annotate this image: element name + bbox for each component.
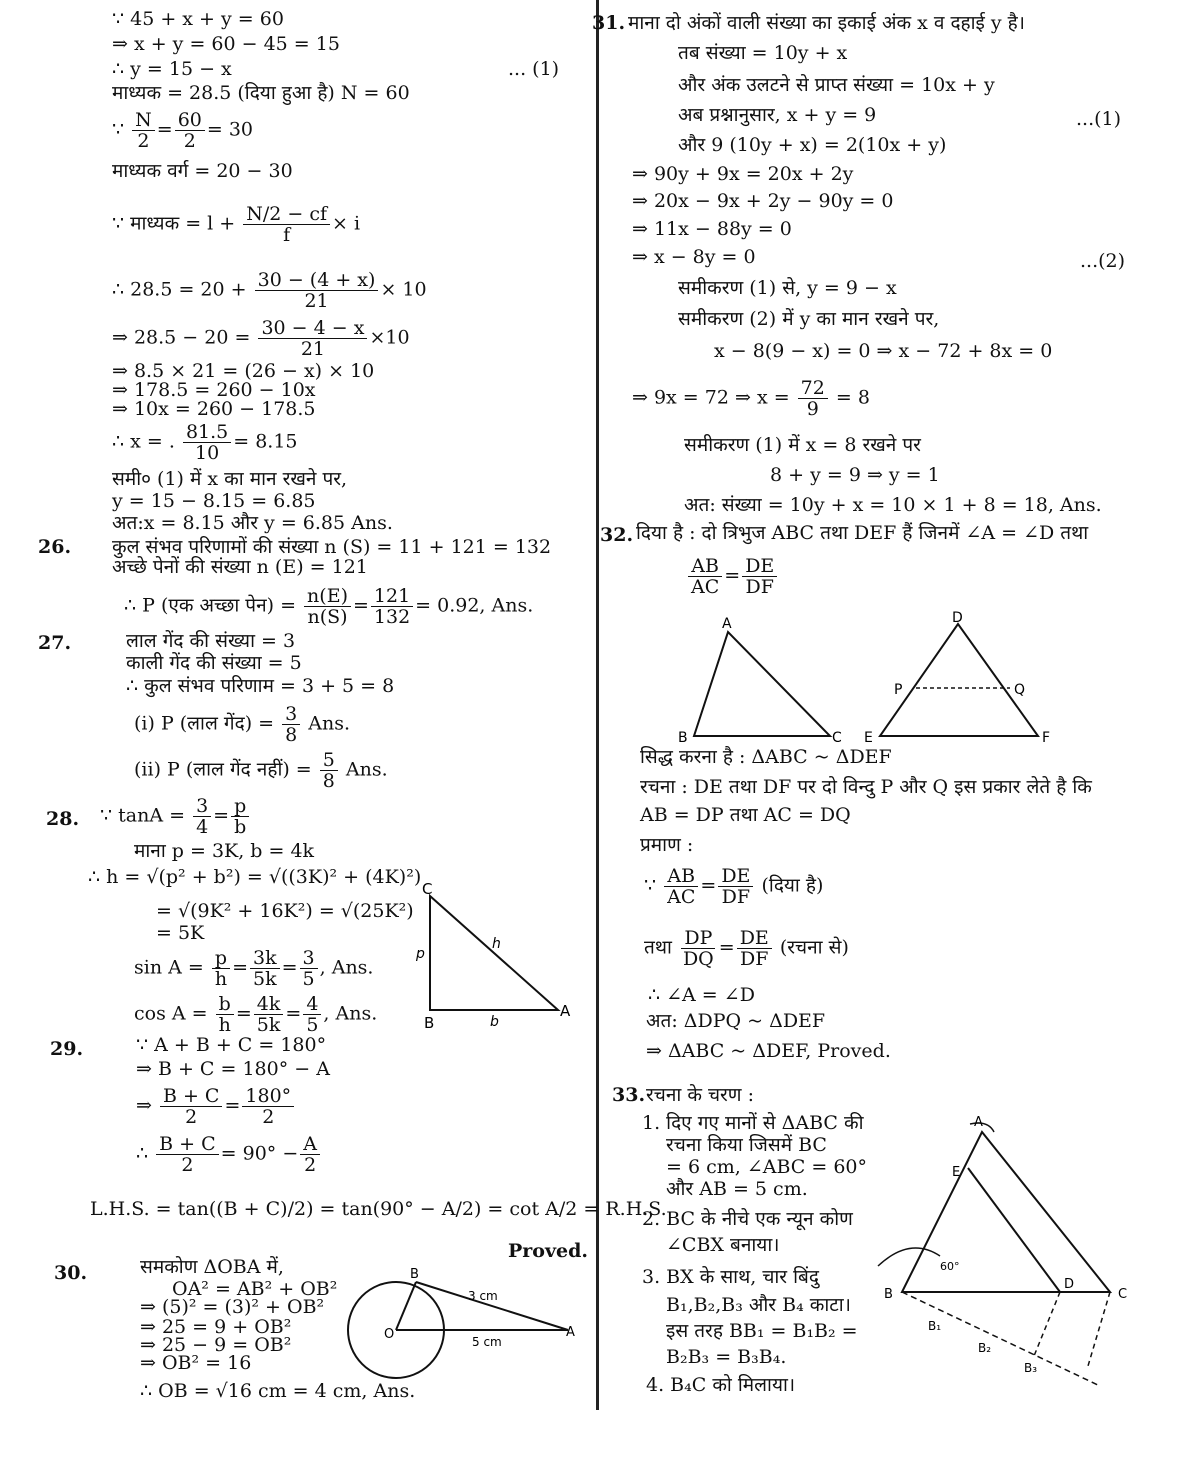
ob-line	[396, 1282, 416, 1330]
point-label: C	[1118, 1287, 1128, 1302]
question-number: 26.	[38, 536, 72, 558]
question-number: 32.	[600, 524, 634, 546]
side-label: b	[490, 1014, 499, 1030]
eq-line: और अंक उलटने से प्राप्त संख्या = 10x + y	[678, 74, 995, 96]
eq-line: ⇒ 20x − 9x + 2y − 90y = 0	[632, 190, 894, 212]
eq-line: अत: ΔDPQ ~ ΔDEF	[646, 1010, 826, 1032]
right-triangle-figure	[396, 878, 576, 1034]
eq-line: और AB = 5 cm.	[666, 1178, 808, 1200]
eq-line: ∴ h = √(p² + b²) = √((3K)² + (4K)²)	[88, 866, 422, 888]
point-label: E	[952, 1165, 961, 1180]
point-label: B₁	[928, 1319, 942, 1333]
eq-line: ⇒ 178.5 = 260 − 10x	[112, 379, 316, 401]
proved-label: Proved.	[508, 1240, 588, 1262]
eq-line: ∵ 45 + x + y = 60	[112, 8, 284, 30]
eq-line: x − 8(9 − x) = 0 ⇒ x − 72 + 8x = 0	[714, 340, 1053, 362]
eq-ref: ... (1)	[508, 58, 560, 80]
eq-line: $\frac{AB}{AC}$ = $\frac{DE}{DF}$	[686, 556, 779, 597]
ed-line	[968, 1168, 1060, 1292]
vertex-label: P	[894, 682, 903, 698]
eq-line: ∵ $\frac{AB}{AC}$ = $\frac{DE}{DF}$ (दिया है)	[644, 865, 824, 908]
eq-line: ⇒ 25 = 9 + OB²	[140, 1316, 292, 1338]
eq-line: ⇒ ΔABC ~ ΔDEF, Proved.	[646, 1040, 891, 1062]
eq-line: अच्छे पेनों की संख्या n (E) = 121	[112, 556, 368, 578]
question-number: 28.	[46, 808, 80, 830]
eq-line: ⇒ 90y + 9x = 20x + 2y	[632, 163, 854, 185]
eq-line: ⇒ $\frac{B + C}{2}$ = $\frac{180^\circ}{2}$	[136, 1086, 296, 1127]
eq-line: इस तरह BB₁ = B₁B₂ =	[666, 1320, 858, 1342]
bx-ray	[902, 1292, 1100, 1386]
triangle-abc	[902, 1132, 1110, 1292]
eq-line: समी० (1) में x का मान रखने पर,	[112, 468, 348, 490]
eq-line: ∴ कुल संभव परिणाम = 3 + 5 = 8	[126, 675, 395, 697]
eq-line: अत:x = 8.15 और y = 6.85 Ans.	[112, 512, 393, 534]
eq-line: समीकरण (2) में y का मान रखने पर,	[678, 308, 940, 330]
eq-line: समीकरण (1) से, y = 9 − x	[678, 277, 897, 299]
eq-line: रचना किया जिसमें BC	[666, 1134, 827, 1156]
eq-line: L.H.S. = tan((B + C)/2) = tan(90° − A/2) = cot A/2 = R.H.S.	[90, 1198, 667, 1220]
eq-line: ⇒ 8.5 × 21 = (26 − x) × 10	[112, 360, 375, 382]
vertex-label: A	[560, 1002, 571, 1020]
eq-line: सिद्ध करना है : ΔABC ~ ΔDEF	[640, 746, 892, 768]
vertex-label: C	[832, 730, 842, 746]
eq-line: ∴ y = 15 − x	[112, 58, 232, 80]
eq-line: (i) P (लाल गेंद) = $\frac{3}{8}$ Ans.	[134, 703, 350, 746]
eq-line: ∴ $\frac{B + C}{2}$ = 90° − $\frac{A}{2}$	[136, 1134, 322, 1175]
eq-line: ∴ P (एक अच्छा पेन) = $\frac{n(E)}{n(S)}$ = $\frac{121}{132}$ = 0.92, Ans.	[124, 585, 534, 628]
vertex-label: E	[864, 730, 873, 746]
point-label: A	[974, 1115, 983, 1130]
eq-line: 3. BX के साथ, चार बिंदु	[642, 1266, 819, 1288]
vertex-label: Q	[1014, 682, 1026, 698]
length-label: 3 cm	[468, 1289, 498, 1303]
point-label: B₃	[1024, 1361, 1038, 1375]
eq-line: ∴ x = . $\frac{81.5}{10}$ = 8.15	[112, 421, 298, 464]
eq-line: ⇒ 10x = 260 − 178.5	[112, 398, 316, 420]
eq-line: ⇒ 9x = 72 ⇒ x = $\frac{72}{9}$ = 8	[632, 377, 870, 420]
eq-line: = 5K	[156, 922, 205, 944]
question-number: 33.	[612, 1084, 646, 1106]
eq-line: रचना : DE तथा DF पर दो विन्दु P और Q इस प्रकार लेते है कि	[640, 776, 1092, 798]
eq-line: ⇒ 11x − 88y = 0	[632, 218, 792, 240]
side-label: p	[416, 946, 425, 962]
eq-line: और 9 (10y + x) = 2(10x + y)	[678, 134, 947, 156]
question-number: 30.	[54, 1262, 88, 1284]
eq-line: रचना के चरण :	[646, 1084, 754, 1106]
eq-line: माना दो अंकों वाली संख्या का इकाई अंक x व दहाई y है।	[628, 12, 1025, 34]
eq-line: 1. दिए गए मानों से ΔABC की	[642, 1112, 864, 1134]
eq-line: 8 + y = 9 ⇒ y = 1	[770, 464, 940, 486]
construction-figure	[870, 1106, 1140, 1386]
eq-line: अत: संख्या = 10y + x = 10 × 1 + 8 = 18, Ans.	[684, 494, 1102, 516]
eq-line: ⇒ x + y = 60 − 45 = 15	[112, 33, 340, 55]
similar-triangles-figure	[670, 608, 1070, 748]
vertex-label: B	[678, 730, 688, 746]
eq-line: B₁,B₂,B₃ और B₄ काटा।	[666, 1294, 851, 1316]
eq-ref: ...(1)	[1076, 108, 1122, 130]
vertex-label: D	[952, 610, 963, 626]
eq-line: ⇒ 25 − 9 = OB²	[140, 1334, 292, 1356]
length-label: 5 cm	[472, 1335, 502, 1349]
eq-line: ⇒ (5)² = (3)² + OB²	[140, 1296, 325, 1318]
eq-line: AB = DP तथा AC = DQ	[640, 804, 851, 826]
angle-label: 60°	[940, 1260, 960, 1273]
question-number: 29.	[50, 1038, 84, 1060]
eq-line: = √(9K² + 16K²) = √(25K²)	[156, 900, 414, 922]
eq-line: ⇒ OB² = 16	[140, 1352, 252, 1374]
eq-line: 2. BC के नीचे एक न्यून कोण	[642, 1208, 853, 1230]
vertex-label: B	[424, 1014, 435, 1032]
eq-ref: ...(2)	[1080, 250, 1126, 272]
b4c-line	[1088, 1292, 1110, 1366]
eq-line: ∵ tanA = $\frac{3}{4}$ = $\frac{p}{b}$	[100, 796, 251, 837]
eq-line: काली गेंद की संख्या = 5	[126, 652, 302, 674]
eq-line: तथा $\frac{DP}{DQ}$ = $\frac{DE}{DF}$ (रचना से)	[644, 927, 849, 970]
eq-line: ∵ माध्यक = l + $\frac{N/2 - cf}{f}$ × i	[112, 203, 361, 246]
triangle-abc	[694, 632, 830, 736]
point-label: D	[1064, 1277, 1075, 1292]
eq-line: माध्यक = 28.5 (दिया हुआ है) N = 60	[112, 82, 410, 104]
question-number: 31.	[592, 12, 626, 34]
triangle-shape	[430, 896, 558, 1010]
eq-line: cos A = $\frac{b}{h}$ = $\frac{4k}{5k}$ = $\frac{4}{5}$ , Ans.	[134, 993, 378, 1036]
eq-line: ∴ OB = √16 cm = 4 cm, Ans.	[140, 1380, 416, 1402]
eq-line: ∴ 28.5 = 20 + $\frac{30 - (4 + x)}{21}$ × 10	[112, 269, 427, 312]
eq-line: ∠CBX बनाया।	[666, 1234, 780, 1256]
eq-line: 4. B₄C को मिलाया।	[646, 1374, 796, 1396]
eq-line: ⇒ B + C = 180° − A	[136, 1058, 330, 1080]
arc-mark	[878, 1248, 940, 1266]
eq-line: ∵ A + B + C = 180°	[136, 1034, 327, 1056]
eq-line: माना p = 3K, b = 4k	[134, 840, 315, 862]
point-label: B₂	[978, 1341, 992, 1355]
triangle-def	[880, 624, 1038, 736]
eq-line: ∵ $\frac{N}{2}$ = $\frac{60}{2}$ = 30	[112, 109, 254, 152]
eq-line: समकोण ΔOBA में,	[140, 1256, 284, 1278]
eq-line: ⇒ x − 8y = 0	[632, 246, 756, 268]
vertex-label: A	[722, 616, 732, 632]
vertex-label: C	[422, 880, 433, 898]
eq-line: B₂B₃ = B₃B₄.	[666, 1346, 787, 1368]
eq-line: अब प्रश्नानुसार, x + y = 9	[678, 104, 877, 126]
eq-line: दिया है : दो त्रिभुज ABC तथा DEF हैं जिनमें ∠A = ∠D तथा	[636, 522, 1089, 544]
eq-line: प्रमाण :	[640, 834, 694, 856]
eq-line: तब संख्या = 10y + x	[678, 42, 848, 64]
eq-line: समीकरण (1) में x = 8 रखने पर	[684, 434, 921, 456]
eq-line: = 6 cm, ∠ABC = 60°	[666, 1156, 867, 1178]
point-label: A	[566, 1325, 575, 1340]
eq-line: (ii) P (लाल गेंद नहीं) = $\frac{5}{8}$ Ans.	[134, 749, 388, 792]
eq-line: OA² = AB² + OB²	[172, 1278, 338, 1300]
eq-line: लाल गेंद की संख्या = 3	[126, 630, 296, 652]
eq-line: ∴ ∠A = ∠D	[648, 984, 755, 1006]
eq-line: कुल संभव परिणामों की संख्या n (S) = 11 + 121 = 132	[112, 536, 552, 558]
vertex-label: F	[1042, 730, 1051, 746]
point-label: B	[884, 1287, 893, 1302]
eq-line: y = 15 − 8.15 = 6.85	[112, 490, 316, 512]
side-label: h	[492, 936, 501, 952]
question-number: 27.	[38, 632, 72, 654]
eq-line: माध्यक वर्ग = 20 − 30	[112, 160, 293, 182]
eq-line: sin A = $\frac{p}{h}$ = $\frac{3k}{5k}$ = $\frac{3}{5}$ , Ans.	[134, 947, 374, 990]
circle-tangent-figure	[344, 1262, 584, 1412]
eq-line: ⇒ 28.5 − 20 = $\frac{30 - 4 - x}{21}$ ×10	[112, 317, 410, 360]
point-label: O	[384, 1327, 395, 1342]
point-label: B	[410, 1267, 419, 1282]
parallel-line	[1034, 1292, 1060, 1356]
